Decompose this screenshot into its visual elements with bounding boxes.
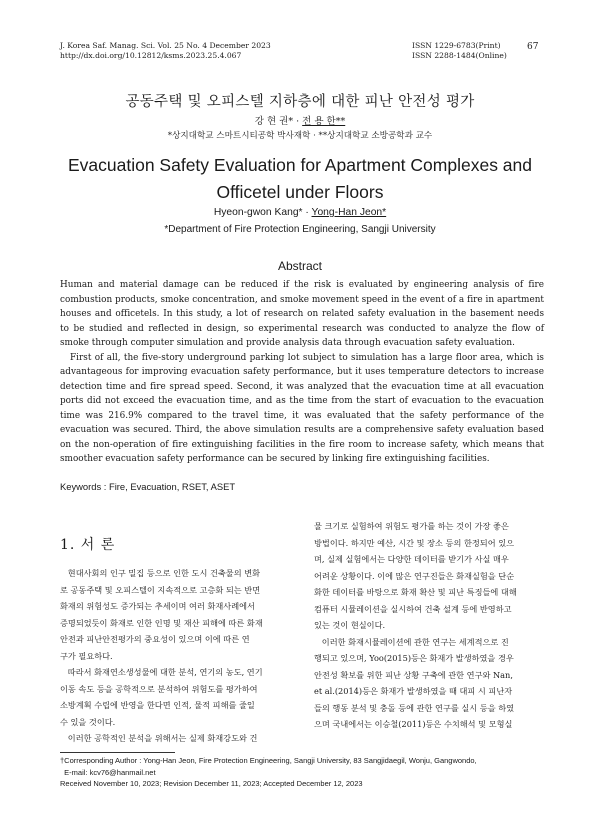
body-line: 증명되었듯이 화재로 인한 인명 및 재산 피해에 따른 화재 [60, 617, 263, 628]
page-number: 67 [527, 42, 539, 52]
running-header-left [60, 41, 271, 61]
received-dates: Received November 10, 2023; Revision December 11, 2023; Accepted December 12, 2023 [60, 779, 363, 788]
body-line: 소방계획 수립에 반영을 한다면 인적, 물적 피해를 줄일 [60, 700, 255, 710]
body-line: 현대사회의 인구 밀집 등으로 인한 도시 건축물의 변화 [60, 568, 261, 578]
body-line: 화한 데이터를 바탕으로 화재 확산 및 피난 특징들에 대해 [314, 587, 517, 597]
body-line: 이동 속도 등을 공학적으로 분석하여 위험도를 평가하여 [60, 683, 258, 694]
body-line: 안전과 피난안전평가의 중요성이 있으며 이에 따른 연 [60, 634, 250, 644]
abstract-line: time was 216.9% compared to the travel time, it was evaluated that the safety performance of the [60, 410, 544, 421]
abstract-line: smoke through computer simulation and provide analysis data through evacuation safety evaluation. [60, 338, 515, 348]
abstract-line: smoother evacuation safety performance can be secured by linking fire extinguishing facilities. [60, 454, 490, 464]
body-column-left [60, 565, 292, 747]
body-line: 이러한 화재시뮬레이션에 관한 연구는 세계적으로 진 [314, 636, 509, 647]
body-line: 따라서 화재연소생성물에 대한 분석, 연기의 농도, 연기 [60, 667, 263, 677]
abstract-line: detection time and fire spread speed. Second, it was analyzed that the evacuation time at all evacuation [60, 381, 544, 392]
body-line: 방법이다. 하지만 예산, 시간 및 장소 등의 한정되어 있으 [314, 537, 515, 548]
body-line: 으며 국내에서는 이승철(2011)등은 수치해석 및 모형실 [314, 719, 513, 729]
english-author-1: Hyeon-gwon Kang* [213, 207, 303, 218]
author-email[interactable]: E-mail: kcv76@hanmail.net [60, 767, 156, 777]
abstract-line: First of all, the five-story underground parking lot subject to simulation has a large floor area, which is [60, 352, 544, 363]
author-separator: · [302, 207, 312, 218]
english-authors [0, 207, 600, 218]
korean-authors [0, 113, 600, 127]
abstract-line: to be studied and reflected in design, so experimental research was conducted to analyze the flow of [60, 323, 544, 334]
body-line: 며, 실제 실험에서는 다양한 데이터를 받기가 사실 매우 [314, 554, 509, 564]
body-line: 구가 필요하다. [60, 650, 113, 661]
issn-print: ISSN 1229-6783(Print) [412, 41, 501, 50]
korean-author-1: 강 현 권* [254, 116, 294, 127]
english-title [50, 152, 550, 206]
keywords: Keywords : Fire, Evacuation, RSET, ASET [60, 481, 236, 492]
corresponding-author: †Corresponding Author : Yong-Han Jeon, Fire Protection Engineering, Sangji University, 83 Sangjidaegil, Wonju, Gangwondo, [60, 756, 477, 765]
abstract-line: evacuation was secured. Third, the above simulation results are a comprehensive safety evaluation based [60, 425, 544, 435]
journal-citation: J. Korea Saf. Manag. Sci. Vol. 25 No. 4 December 2023 [60, 41, 271, 50]
body-column-right [314, 518, 546, 733]
body-line: 있는 것이 현실이다. [314, 620, 386, 630]
footnote [60, 755, 477, 790]
english-title-line-2: Officetel under Floors [216, 182, 384, 202]
english-title-line-1: Evacuation Safety Evaluation for Apartment Complexes and [67, 155, 532, 175]
body-line: 이러한 공학적인 분석을 위해서는 실제 화재강도와 건 [60, 733, 258, 743]
body-line: 안전성 확보를 위한 피난 상황 구축에 관한 연구와 Nan, [314, 669, 513, 680]
korean-title: 공동주택 및 오피스텔 지하층에 대한 피난 안전성 평가 [125, 94, 475, 110]
abstract-line: advantageous for improving evacuation safety performance, but it uses temperature detectors to increase [60, 367, 544, 377]
korean-affiliation: *상지대학교 스마트시티공학 박사재학 · **상지대학교 소방공학과 교수 [167, 131, 433, 141]
running-header-right [412, 41, 507, 61]
issn-online: ISSN 2288-1484(Online) [412, 51, 507, 60]
footnote-divider [60, 752, 175, 753]
abstract-line: Human and material damage can be reduced if the risk is evaluated by engineering analysis of fire [60, 280, 544, 290]
english-affiliation: *Department of Fire Protection Engineering, Sangji University [164, 224, 436, 235]
section-heading-introduction: 1. 서 론 [60, 537, 116, 553]
body-line: 행되고 있으며, Yoo(2015)등은 화재가 발생하였을 경우 [314, 653, 514, 663]
body-line: 물 크기로 실험하여 위험도 평가를 하는 것이 가장 좋은 [314, 521, 509, 531]
doi-link[interactable]: http://dx.doi.org/10.12812/ksms.2023.25.4.067 [60, 51, 242, 60]
body-line: 화재의 위험성도 증가되는 추세이며 여러 화재사례에서 [60, 601, 255, 611]
body-line: et al.(2014)등은 화재가 발생하였을 때 대피 시 피난자 [314, 686, 513, 696]
abstract-body [60, 278, 544, 467]
korean-author-2: 전 용 한** [302, 116, 346, 127]
author-separator: · [293, 116, 303, 127]
abstract-line: combustion products, smoke concentration, and smoke movement speed in the event of a fire in apartment [60, 294, 544, 305]
body-line: 로 공동주택 및 오피스텔이 지속적으로 고층화 되는 반면 [60, 584, 261, 595]
abstract-line: houses and officetels. In this study, a lot of research on related safety evaluation in the basement needs [60, 309, 544, 319]
abstract-line: ports did not exceed the evacuation time, and as the time from the start of evacuation to the evacuation [60, 396, 544, 406]
body-line: 컴퓨터 시뮬레이션을 실시하여 건축 설계 등에 반영하고 [314, 603, 512, 614]
body-line: 들의 행동 분석 및 충돌 등에 관한 연구를 실시 등을 하였 [314, 702, 515, 713]
body-line: 수 있을 것이다. [60, 716, 116, 727]
abstract-line: on the non-operation of fire extinguishing facilities in the fire room to increase safety, which means that [60, 439, 544, 450]
abstract-heading: Abstract [277, 259, 322, 273]
english-author-2: Yong-Han Jeon* [311, 207, 387, 218]
body-line: 어려운 상황이다. 이에 많은 연구진들은 화재실험을 단순 [314, 570, 515, 581]
